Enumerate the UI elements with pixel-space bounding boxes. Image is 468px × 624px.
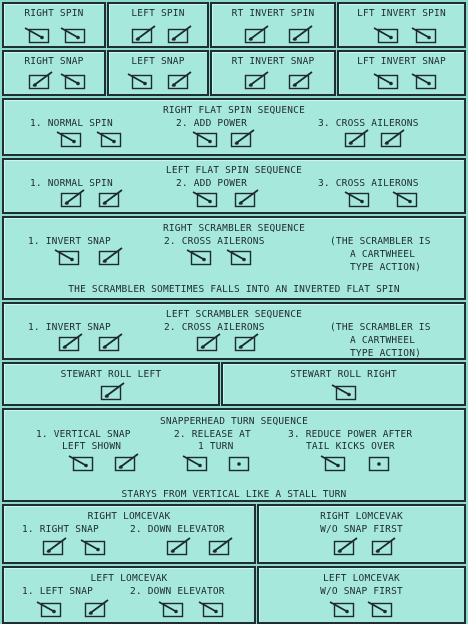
stick-diagram-icon — [40, 602, 62, 618]
stick-diagram-icon — [371, 540, 393, 556]
lft-invert-snap-card — [337, 50, 466, 96]
stick-diagram-icon — [288, 74, 310, 90]
stick-diagram-icon — [396, 192, 418, 208]
stick-diagram-icon — [344, 132, 366, 148]
stick-diagram-icon — [244, 28, 266, 44]
stick-diagram-icon — [58, 250, 80, 266]
left-flat-step-2: 2. ADD POWER — [176, 178, 248, 189]
left-lomcevak-title: LEFT LOMCEVAK — [90, 573, 168, 584]
stick-diagram-icon — [84, 540, 106, 556]
stick-diagram-icon — [196, 336, 218, 352]
stick-diagram-icon — [84, 602, 106, 618]
stewart-roll-left-label: STEWART ROLL LEFT — [60, 369, 162, 380]
stick-diagram-icon — [98, 336, 120, 352]
left-lomcevak-step-2: 2. DOWN ELEVATOR — [130, 586, 225, 597]
stick-diagram-icon — [72, 456, 94, 472]
right-scrambler-note-2: A CARTWHEEL — [350, 249, 416, 260]
right-scrambler-footer: THE SCRAMBLER SOMETIMES FALLS INTO AN INVERTED FLAT SPIN — [68, 284, 400, 295]
stick-diagram-icon — [28, 28, 50, 44]
lft-invert-snap-label: LFT INVERT SNAP — [357, 56, 446, 67]
left-lomcevak-ns-title-1: LEFT LOMCEVAK — [323, 573, 400, 584]
right-snap-label: RIGHT SNAP — [24, 56, 84, 67]
stick-diagram-icon — [167, 74, 189, 90]
left-scrambler-step-2: 2. CROSS AILERONS — [164, 322, 265, 333]
rt-invert-spin-label: RT INVERT SPIN — [231, 8, 315, 19]
stick-diagram-icon — [196, 192, 218, 208]
right-scrambler-step-2: 2. CROSS AILERONS — [164, 236, 265, 247]
left-spin-label: LEFT SPIN — [131, 8, 185, 19]
snapperhead-title: SNAPPERHEAD TURN SEQUENCE — [160, 416, 308, 427]
left-flat-step-3: 3. CROSS AILERONS — [318, 178, 419, 189]
stick-diagram-icon — [100, 385, 122, 401]
snapperhead-step-3b: TAIL KICKS OVER — [306, 441, 395, 452]
left-flat-step-1: 1. NORMAL SPIN — [30, 178, 113, 189]
stick-diagram-icon — [167, 28, 189, 44]
stewart-roll-right-card — [221, 362, 466, 406]
right-lomcevak-ns-title-2: W/O SNAP FIRST — [320, 524, 403, 535]
stick-diagram-icon — [415, 74, 437, 90]
snapperhead-step-3a: 3. REDUCE POWER AFTER — [288, 429, 413, 440]
rt-invert-spin-card — [210, 2, 336, 48]
stick-diagram-icon — [58, 336, 80, 352]
stick-diagram-icon — [131, 74, 153, 90]
snapperhead-panel — [2, 408, 466, 502]
left-scrambler-note-1: (THE SCRAMBLER IS — [330, 322, 431, 333]
right-lomcevak-step-2: 2. DOWN ELEVATOR — [130, 524, 225, 535]
right-flat-spin-panel — [2, 98, 466, 156]
stick-diagram-icon — [202, 602, 224, 618]
rt-invert-snap-card — [210, 50, 336, 96]
left-scrambler-note-2: A CARTWHEEL — [350, 335, 416, 346]
stick-diagram-icon — [333, 540, 355, 556]
right-flat-step-1: 1. NORMAL SPIN — [30, 118, 113, 129]
right-scrambler-panel — [2, 216, 466, 300]
snapperhead-step-2a: 2. RELEASE AT — [174, 429, 251, 440]
stick-diagram-icon — [288, 28, 310, 44]
stick-diagram-icon — [230, 132, 252, 148]
stick-diagram-icon — [60, 132, 82, 148]
stick-diagram-icon — [333, 602, 355, 618]
right-scrambler-note-1: (THE SCRAMBLER IS — [330, 236, 431, 247]
left-spin-card — [107, 2, 209, 48]
stick-diagram-icon — [196, 132, 218, 148]
stick-diagram-icon — [244, 74, 266, 90]
stick-diagram-icon — [415, 28, 437, 44]
right-snap-card — [2, 50, 106, 96]
left-scrambler-note-3: TYPE ACTION) — [350, 348, 422, 359]
snapperhead-step-1b: LEFT SHOWN — [62, 441, 122, 452]
left-snap-card — [107, 50, 209, 96]
stick-diagram-icon — [324, 456, 346, 472]
stick-diagram-icon — [64, 74, 86, 90]
stick-diagram-icon — [131, 28, 153, 44]
right-scrambler-title: RIGHT SCRAMBLER SEQUENCE — [162, 223, 306, 234]
right-flat-step-2: 2. ADD POWER — [176, 118, 248, 129]
stick-diagram-icon — [28, 74, 50, 90]
stick-diagram-icon — [100, 132, 122, 148]
right-flat-step-3: 3. CROSS AILERONS — [318, 118, 419, 129]
left-lomcevak-no-snap-panel — [257, 566, 466, 624]
left-scrambler-step-1: 1. INVERT SNAP — [28, 322, 111, 333]
left-lomcevak-panel — [2, 566, 256, 624]
stick-diagram-icon — [98, 192, 120, 208]
right-lomcevak-ns-title-1: RIGHT LOMCEVAK — [320, 511, 403, 522]
left-flat-spin-title: LEFT FLAT SPIN SEQUENCE — [165, 165, 303, 176]
right-spin-label: RIGHT SPIN — [24, 8, 84, 19]
snapperhead-footer: STARYS FROM VERTICAL LIKE A STALL TURN — [121, 489, 347, 500]
stewart-roll-right-label: STEWART ROLL RIGHT — [290, 369, 397, 380]
stick-diagram-icon — [377, 28, 399, 44]
left-snap-label: LEFT SNAP — [131, 56, 185, 67]
snapperhead-step-2b: 1 TURN — [198, 441, 234, 452]
left-lomcevak-ns-title-2: W/O SNAP FIRST — [320, 586, 403, 597]
left-lomcevak-step-1: 1. LEFT SNAP — [22, 586, 94, 597]
right-spin-card — [2, 2, 106, 48]
stick-diagram-icon — [234, 336, 256, 352]
stick-diagram-icon — [60, 192, 82, 208]
right-lomcevak-step-1: 1. RIGHT SNAP — [22, 524, 99, 535]
stick-diagram-icon — [98, 250, 120, 266]
stick-diagram-icon — [377, 74, 399, 90]
stick-diagram-icon — [380, 132, 402, 148]
right-lomcevak-title: RIGHT LOMCEVAK — [87, 511, 171, 522]
lft-invert-spin-card — [337, 2, 466, 48]
stick-diagram-icon — [234, 192, 256, 208]
snapperhead-step-1a: 1. VERTICAL SNAP — [36, 429, 131, 440]
right-flat-spin-title: RIGHT FLAT SPIN SEQUENCE — [162, 105, 306, 116]
stewart-roll-left-card — [2, 362, 220, 406]
stick-diagram-icon — [42, 540, 64, 556]
left-scrambler-panel — [2, 302, 466, 360]
stick-diagram-icon — [114, 456, 136, 472]
stick-diagram-icon — [208, 540, 230, 556]
stick-diagram-icon — [190, 250, 212, 266]
right-lomcevak-no-snap-panel — [257, 504, 466, 564]
rt-invert-snap-label: RT INVERT SNAP — [231, 56, 315, 67]
right-lomcevak-panel — [2, 504, 256, 564]
stick-diagram-icon — [166, 540, 188, 556]
right-scrambler-step-1: 1. INVERT SNAP — [28, 236, 111, 247]
left-flat-spin-panel — [2, 158, 466, 214]
stick-diagram-icon — [368, 456, 390, 472]
stick-diagram-icon — [162, 602, 184, 618]
stick-diagram-icon — [64, 28, 86, 44]
lft-invert-spin-label: LFT INVERT SPIN — [357, 8, 446, 19]
right-scrambler-note-3: TYPE ACTION) — [350, 262, 422, 273]
stick-diagram-icon — [230, 250, 252, 266]
left-scrambler-title: LEFT SCRAMBLER SEQUENCE — [165, 309, 303, 320]
stick-diagram-icon — [186, 456, 208, 472]
stick-diagram-icon — [371, 602, 393, 618]
stick-diagram-icon — [228, 456, 250, 472]
stick-diagram-icon — [335, 385, 357, 401]
stick-diagram-icon — [348, 192, 370, 208]
